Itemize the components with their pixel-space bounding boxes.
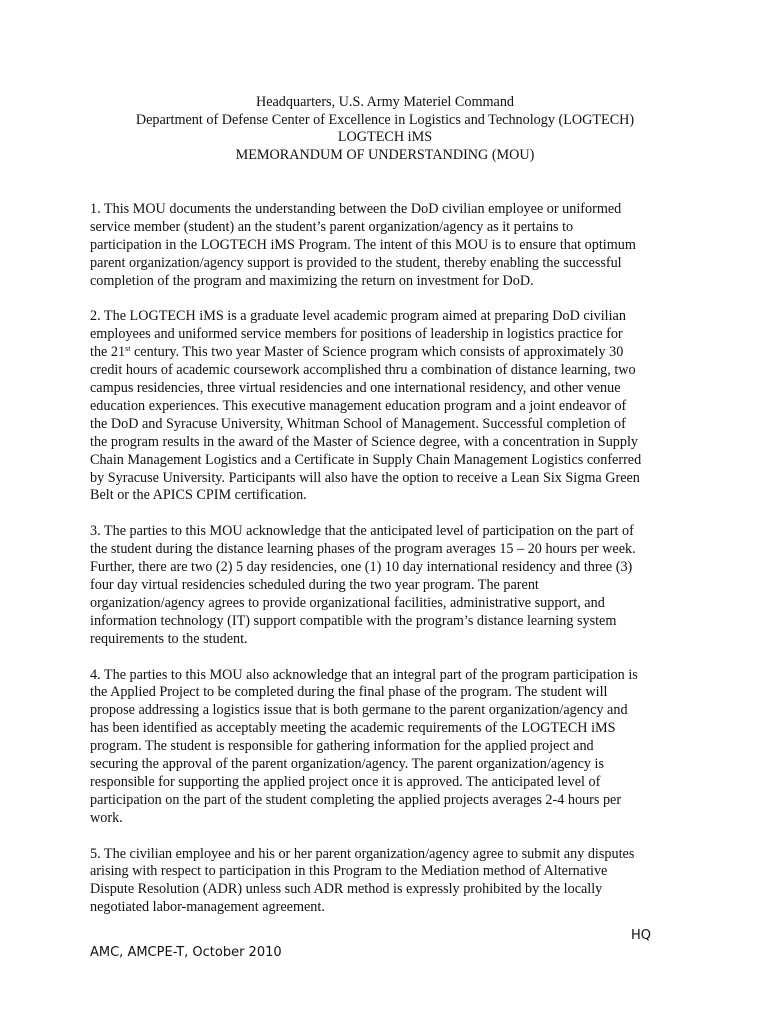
paragraph-line: the program results in the award of the Master of Science degree, with a concentration in Supply	[90, 433, 639, 450]
paragraph-line: 2. The LOGTECH iMS is a graduate level academic program aimed at preparing DoD civilian	[90, 308, 626, 325]
memo-header	[0, 94, 770, 164]
paragraph-line: four day virtual residencies scheduled during the two year program. The parent	[90, 577, 539, 593]
paragraph-line: 4. The parties to this MOU also acknowledge that an integral part of the program participation is	[90, 666, 638, 683]
paragraph-line: organization/agency agrees to provide organizational facilities, administrative support, and	[90, 594, 605, 611]
paragraph-line: negotiated labor-management agreement.	[90, 899, 325, 916]
paragraph-3	[90, 523, 690, 648]
paragraph-line: program. The student is responsible for gathering information for the applied project and	[90, 738, 594, 755]
paragraph-line: the student during the distance learning phases of the program averages 15 – 20 hours per week.	[90, 541, 636, 558]
paragraph-line: campus residencies, three virtual residencies and one international residency, and other venue	[90, 380, 621, 397]
line-rest: century. This two year Master of Science program which consists of approximately 30	[130, 344, 624, 361]
paragraph-line: employees and uniformed service members for positions of leadership in logistics practice for	[90, 326, 623, 343]
paragraph-line: the Applied Project to be completed during the final phase of the program. The student will	[90, 684, 608, 701]
paragraph-line: work.	[90, 809, 123, 826]
paragraph-2	[90, 308, 690, 505]
paragraph-line: has been identified as acceptably meeting the academic requirements of the LOGTECH iMS	[90, 720, 616, 737]
paragraph-line: by Syracuse University. Participants will also have the option to receive a Lean Six Sigma Green	[90, 469, 640, 486]
header-department: Department of Defense Center of Excellence in Logistics and Technology (LOGTECH)	[135, 111, 635, 128]
paragraph-line-with-superscript	[90, 344, 690, 362]
paragraph-line: Belt or the APICS CPIM certification.	[90, 487, 307, 504]
header-headquarters: Headquarters, U.S. Army Materiel Command	[255, 94, 515, 110]
header-memo-title: MEMORANDUM OF UNDERSTANDING (MOU)	[235, 146, 535, 163]
paragraph-line: securing the approval of the parent organization/agency. The parent organization/agency is	[90, 756, 604, 773]
paragraph-line: credit hours of academic coursework accomplished thru a combination of distance learning, two	[90, 362, 636, 379]
paragraph-4	[90, 667, 690, 828]
paragraph-line: Further, there are two (2) 5 day residencies, one (1) 10 day international residency and three (3)	[90, 559, 633, 576]
memo-body	[90, 201, 690, 935]
paragraph-line: participation in the LOGTECH iMS Program. The intent of this MOU is to ensure that optimum	[90, 236, 636, 253]
paragraph-line: 5. The civilian employee and his or her parent organization/agency agree to submit any disputes	[90, 845, 635, 862]
paragraph-5	[90, 846, 690, 918]
paragraph-line: service member (student) an the student’s parent organization/agency as it pertains to	[90, 218, 574, 235]
paragraph-line: propose addressing a logistics issue that is both germane to the parent organization/agency and	[90, 702, 628, 719]
paragraph-line: requirements to the student.	[90, 630, 248, 647]
paragraph-line: 1. This MOU documents the understanding between the DoD civilian employee or uniformed	[90, 201, 622, 217]
paragraph-line: Dispute Resolution (ADR) unless such ADR method is expressly prohibited by the locally	[90, 881, 603, 898]
paragraph-line: parent organization/agency support is provided to the student, thereby enabling the successful	[90, 254, 622, 271]
footer-document-id: AMC, AMCPE-T, October 2010	[90, 945, 282, 960]
paragraph-line: information technology (IT) support compatible with the program’s distance learning system	[90, 612, 617, 629]
paragraph-line: completion of the program and maximizing the return on investment for DoD.	[90, 272, 534, 289]
line-start: the 21	[90, 344, 126, 361]
paragraph-line: the DoD and Syracuse University, Whitman School of Management. Successful completion of	[90, 415, 626, 432]
paragraph-line: education experiences. This executive management education program and a joint endeavor of	[90, 397, 627, 414]
paragraph-line: Chain Management Logistics and a Certificate in Supply Chain Management Logistics conferred	[90, 451, 642, 468]
superscript-ordinal: st	[125, 344, 131, 354]
paragraph-line: responsible for supporting the applied project once it is approved. The anticipated level of	[90, 773, 601, 790]
paragraph-1	[90, 201, 690, 291]
footer-hq: HQ	[631, 928, 652, 943]
header-program: LOGTECH iMS	[337, 129, 433, 146]
paragraph-line: participation on the part of the student completing the applied projects averages 2-4 hours per	[90, 791, 622, 808]
paragraph-line: 3. The parties to this MOU acknowledge that the anticipated level of participation on the part of	[90, 523, 634, 540]
paragraph-line: arising with respect to participation in this Program to the Mediation method of Alternative	[90, 863, 608, 880]
